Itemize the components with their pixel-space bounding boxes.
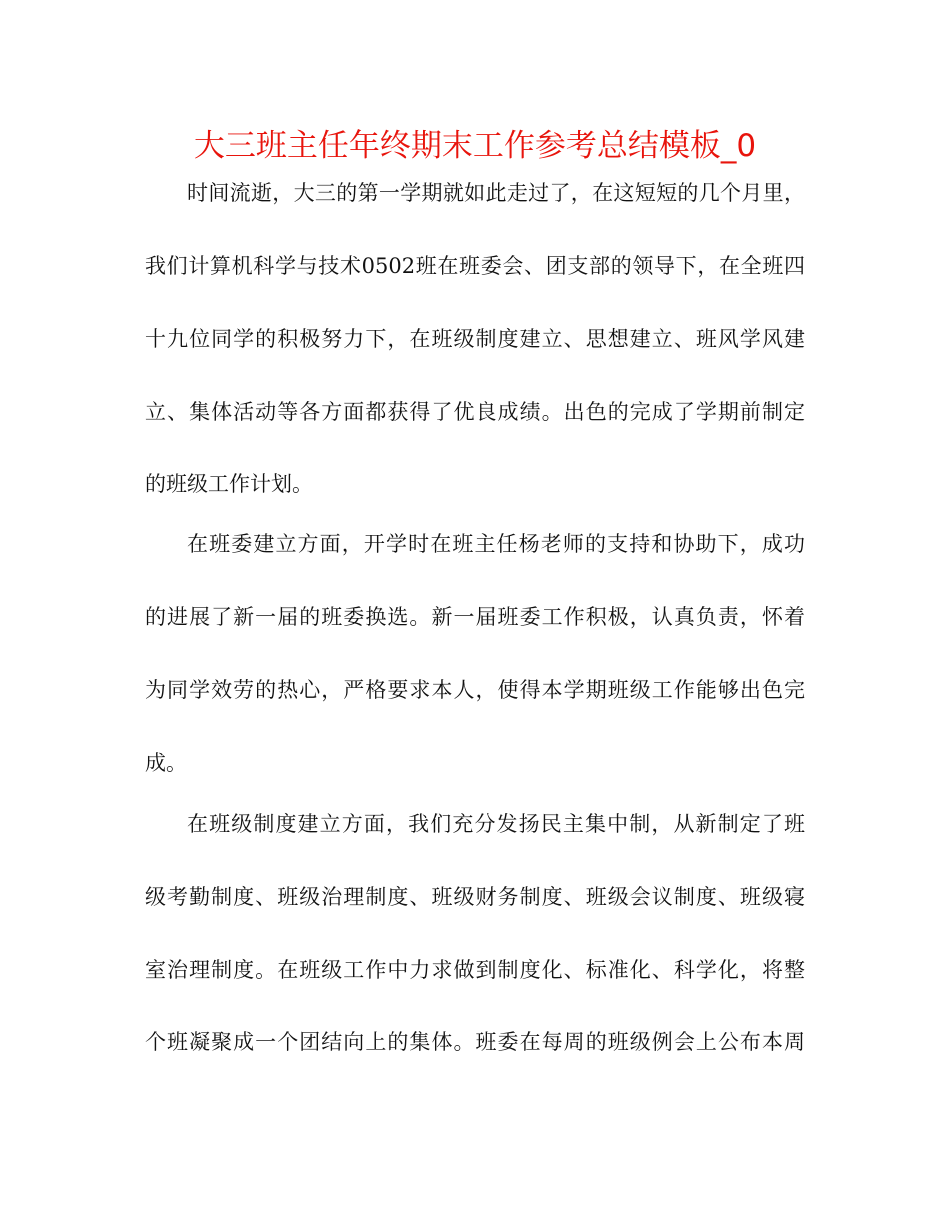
body-line-6: 在班委建立方面，开学时在班主任杨老师的支持和协助下，成功 — [187, 532, 805, 556]
body-line-8: 为同学效劳的热心，严格要求本人，使得本学期班级工作能够出色完 — [145, 678, 805, 702]
body-line-9: 成。 — [145, 751, 187, 775]
body-line-12: 室治理制度。在班级工作中力求做到制度化、标准化、科学化，将整 — [145, 958, 805, 982]
body-line-1: 时间流逝，大三的第一学期就如此走过了，在这短短的几个月里， — [187, 181, 805, 205]
body-line-13: 个班凝聚成一个团结向上的集体。班委在每周的班级例会上公布本周 — [145, 1030, 805, 1054]
body-line-11: 级考勤制度、班级治理制度、班级财务制度、班级会议制度、班级寝 — [145, 885, 805, 909]
body-line-3: 十九位同学的积极努力下，在班级制度建立、思想建立、班风学风建 — [145, 327, 805, 351]
document-title: 大三班主任年终期末工作参考总结模板_0 — [193, 128, 757, 164]
body-line-4: 立、集体活动等各方面都获得了优良成绩。出色的完成了学期前制定 — [145, 400, 805, 424]
body-line-5: 的班级工作计划。 — [145, 472, 313, 496]
body-line-7: 的进展了新一届的班委换选。新一届班委工作积极，认真负责，怀着 — [145, 605, 805, 629]
body-line-10: 在班级制度建立方面，我们充分发扬民主集中制，从新制定了班 — [187, 812, 805, 836]
body-line-2: 我们计算机科学与技术0502班在班委会、团支部的领导下，在全班四 — [145, 254, 805, 278]
